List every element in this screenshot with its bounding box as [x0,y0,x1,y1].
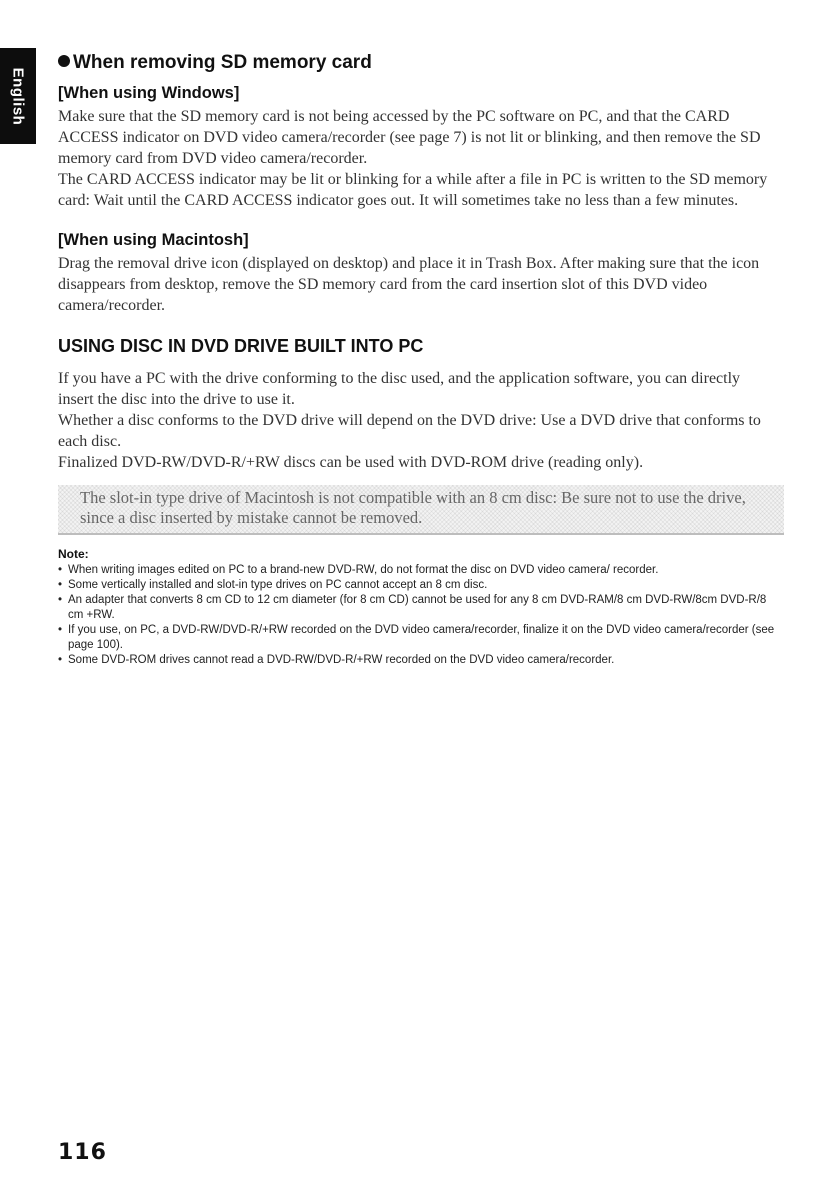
bullet-dot-icon [58,55,70,67]
macintosh-heading: [When using Macintosh] [58,231,249,249]
disc-paragraph-1: If you have a PC with the drive conforming to the disc used, and the application software, you can directly insert the disc into the drive to use it. [58,370,741,408]
warning-box [58,485,784,535]
macintosh-paragraph-1: Drag the removal drive icon (displayed on desktop) and place it in Trash Box. After making sure that the icon disappears from desktop, remove the SD memory card from the card insertion slot of this DVD video camera/recorder. [58,255,760,314]
warning-text: The slot-in type drive of Macintosh is not compatible with an 8 cm disc: Be sure not to use the drive, since a disc inserted by mistake cannot be removed. [80,488,746,527]
windows-heading: [When using Windows] [58,84,240,102]
page-content [58,50,778,668]
note-item: • Some vertically installed and slot-in type drives on PC cannot accept an 8 cm disc. [58,578,778,593]
note-item: • An adapter that converts 8 cm CD to 12 cm diameter (for 8 cm CD) cannot be used for any 8 cm DVD-RAM/8 cm DVD-RW/8cm DVD-R/8 cm +RW. [58,593,778,623]
disc-paragraph-2: Whether a disc conforms to the DVD drive will depend on the DVD drive: Use a DVD drive that conforms to each disc. [58,412,761,450]
sd-section-title [58,50,778,76]
language-tab [0,48,36,144]
sd-section-title-text: When removing SD memory card [73,52,372,73]
note-item: • When writing images edited on PC to a brand-new DVD-RW, do not format the disc on DVD video camera/ recorder. [58,563,778,578]
language-tab-label: English [9,67,27,125]
windows-paragraph-2: The CARD ACCESS indicator may be lit or blinking for a while after a file in PC is written to the SD memory card: Wait until the CARD ACCESS indicator goes out. It will sometimes take no less than a few minutes. [58,171,768,209]
page-number: 116 [58,1140,107,1165]
windows-paragraph-1: Make sure that the SD memory card is not being accessed by the PC software on PC, and that the CARD ACCESS indicator on DVD video camera/recorder (see page 7) is not lit or blinking, and then remove the SD memory card from DVD video camera/recorder. [58,108,761,167]
note-item: • Some DVD-ROM drives cannot read a DVD-RW/DVD-R/+RW recorded on the DVD video camera/recorder. [58,653,778,668]
disc-section-title: USING DISC IN DVD DRIVE BUILT INTO PC [58,336,424,356]
disc-paragraph-3: Finalized DVD-RW/DVD-R/+RW discs can be used with DVD-ROM drive (reading only). [58,454,644,471]
note-item: • If you use, on PC, a DVD-RW/DVD-R/+RW recorded on the DVD video camera/recorder, finalize it on the DVD video camera/recorder (see page 100). [58,623,778,653]
notes-list [58,563,778,668]
note-title: Note: [58,547,89,561]
